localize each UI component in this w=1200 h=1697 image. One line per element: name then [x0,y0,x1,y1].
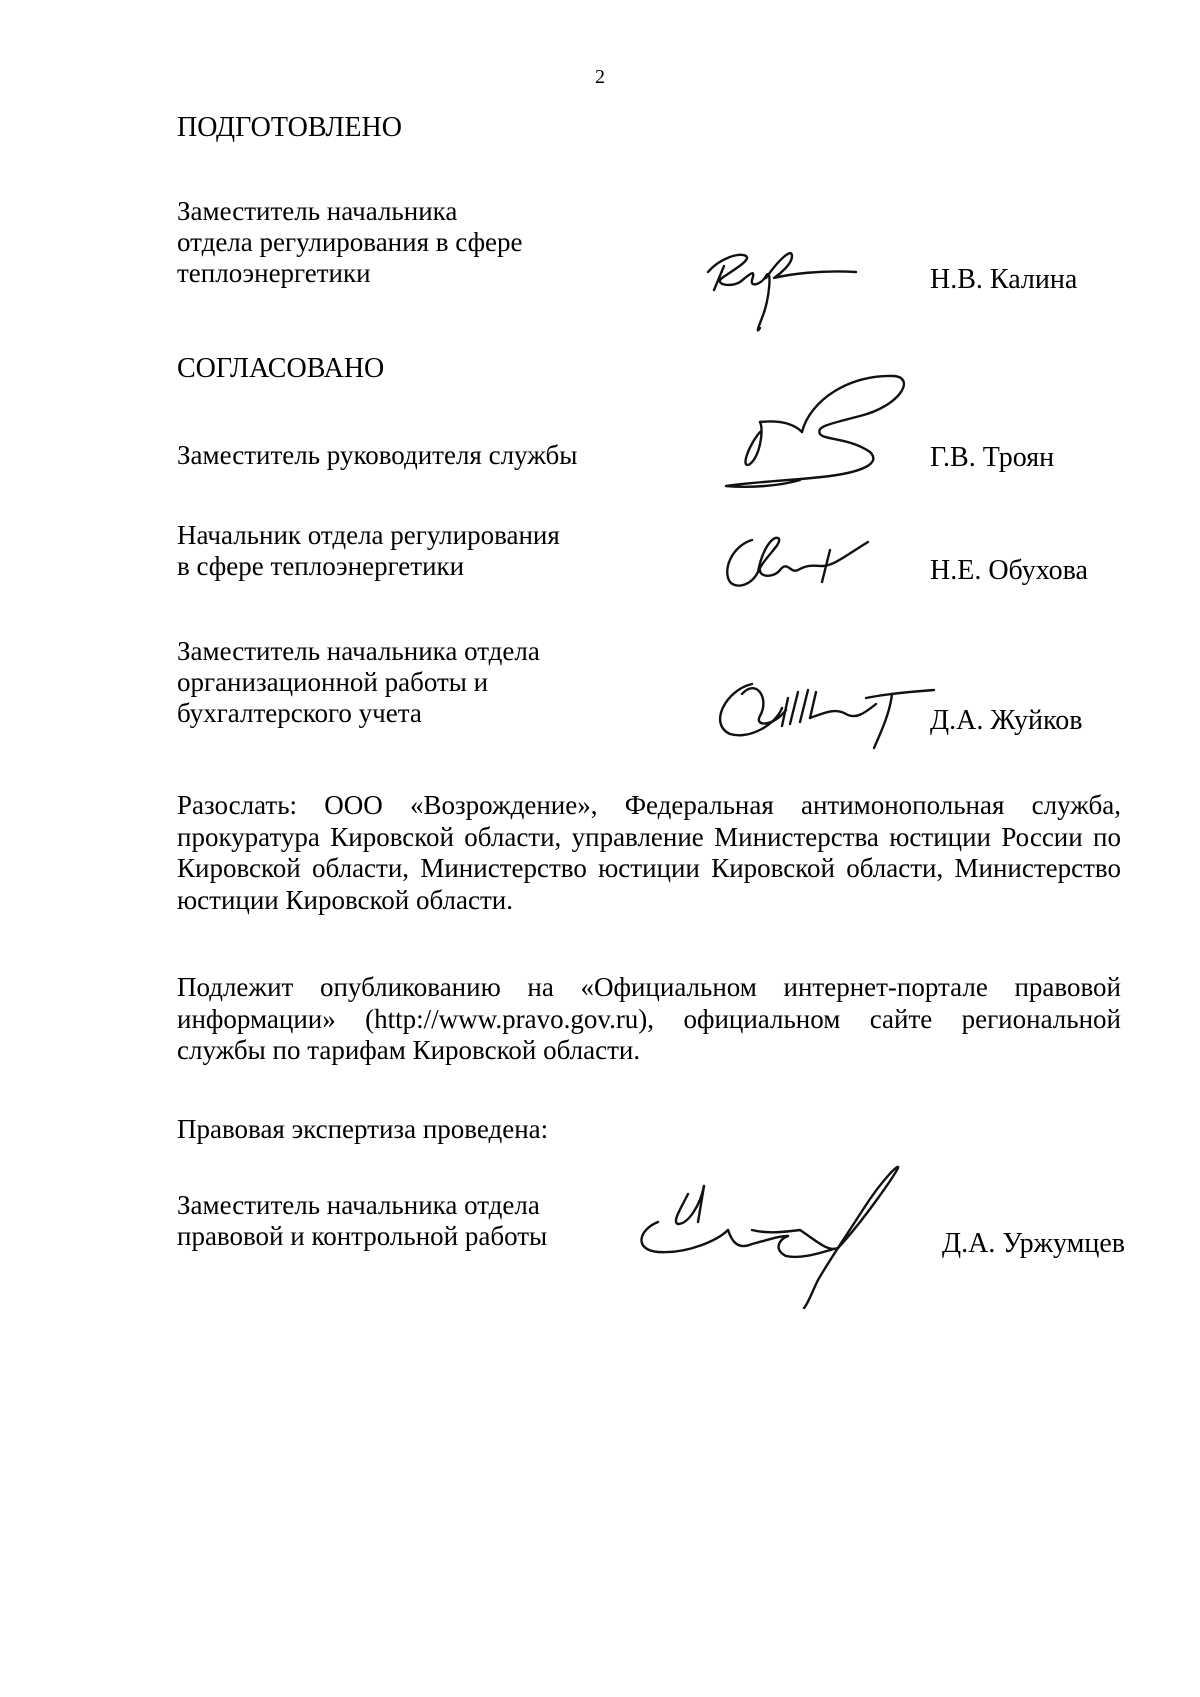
prepared-name: Н.В. Калина [930,264,1078,295]
agreed-heading: СОГЛАСОВАНО [177,353,385,384]
signature-obukhova [718,520,878,600]
page-number: 2 [595,66,605,88]
legal-review-name: Д.А. Уржумцев [942,1228,1126,1259]
legal-review-heading: Правовая экспертиза проведена: [177,1114,549,1144]
zhuikov-position-line-3: бухгалтерского учета [177,698,422,728]
publication-paragraph: Подлежит опубликованию на «Официальном интернет-портале правовой информации» (http://www.pravo.gov.ru), официальном сайте региональной службы по тарифам Кировской области. [177,972,1121,1065]
legal-review-position-line-2: правовой и контрольной работы [177,1221,548,1251]
troyan-name: Г.В. Троян [930,442,1055,473]
prepared-heading: ПОДГОТОВЛЕНО [177,112,402,143]
signature-troyan [720,360,920,510]
zhuikov-position-line-2: организационной работы и [177,667,489,697]
zhuikov-name: Д.А. Жуйков [930,705,1083,736]
prepared-position-line-2: отдела регулирования в сфере [177,227,523,257]
prepared-position-line-3: теплоэнергетики [177,258,371,288]
signature-urzhumtsev [628,1160,918,1310]
legal-review-position-line-1: Заместитель начальника отдела [177,1190,540,1220]
obukhova-position-line-2: в сфере теплоэнергетики [177,551,465,581]
signature-zhuikov [706,668,936,758]
prepared-position-line-1: Заместитель начальника [177,196,458,226]
obukhova-name: Н.Е. Обухова [930,555,1088,586]
zhuikov-position-line-1: Заместитель начальника отдела [177,636,540,666]
troyan-position-line-1: Заместитель руководителя службы [177,440,578,470]
distribution-paragraph: Разослать: ООО «Возрождение», Федеральная антимонопольная служба, прокуратура Кировской области, управление Министерства юстиции России по Кировской области, Министерство юстиции Кировской области, Министерство юстиции Кировской области. [177,790,1121,915]
signature-kalina [700,238,860,338]
obukhova-position-line-1: Начальник отдела регулирования [177,520,560,550]
